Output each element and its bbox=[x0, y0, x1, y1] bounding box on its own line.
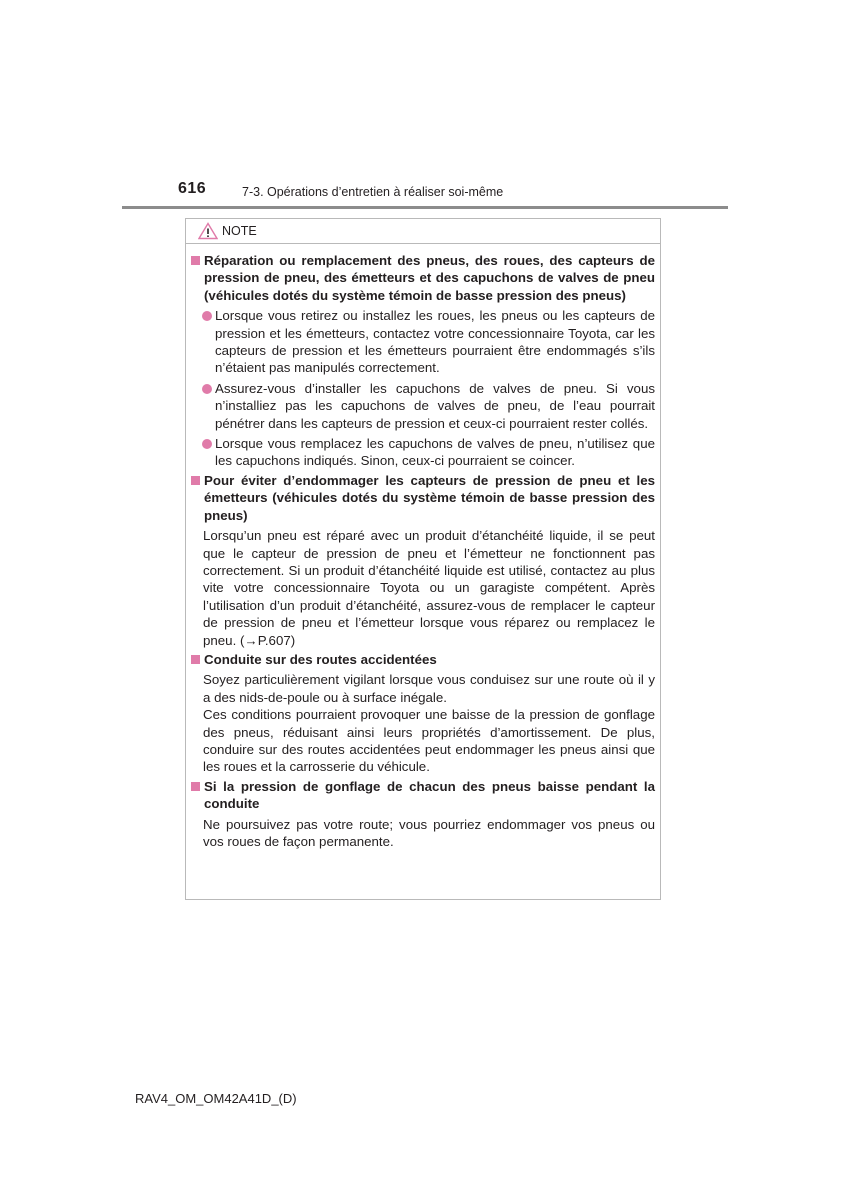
list-item-text: Assurez-vous d’installer les capuchons de valves de pneu. Si vous n’installiez pas les capuchons de valves de pneu, de l’eau pourrait pénétrer dans les capteurs de pression et ceux-ci pourraient rester collés. bbox=[215, 380, 655, 431]
note-body bbox=[186, 244, 660, 850]
page-number: 616 bbox=[178, 180, 207, 197]
item-paragraph: Lorsqu’un pneu est réparé avec un produit d’étanchéité liquide, il se peut que le capteur de pression de pneu et l’émetteur ne fonctionnent pas correctement. Si un produit d’étanchéité liquide est utilisé, contactez au plus vite votre concessionnaire Toyota ou un garagiste compétent. Après l’utilisation d’un produit d’étanchéité, assurez-vous de remplacer le capteur de pression de pneu et l’émetteur lorsque vous réparez ou remplacez le pneu. (→P.607) bbox=[203, 528, 655, 648]
note-label: NOTE bbox=[222, 224, 257, 238]
list-item bbox=[191, 435, 655, 470]
square-bullet-icon bbox=[191, 655, 200, 664]
note-header bbox=[186, 219, 660, 244]
square-bullet-icon bbox=[191, 256, 200, 265]
list-item bbox=[191, 307, 655, 377]
note-item-repair bbox=[191, 252, 655, 470]
item-heading-text: Pour éviter d’endommager les capteurs de pression de pneu et les émetteurs (véhicules dotés du système témoin de basse pression des pneus) bbox=[204, 472, 655, 523]
item-heading bbox=[191, 651, 655, 668]
item-heading-text: Réparation ou remplacement des pneus, des roues, des capteurs de pression de pneu, des émetteurs et des capuchons de valves de pneu (véhicules dotés du système témoin de basse pression des pneus) bbox=[204, 253, 655, 303]
note-box bbox=[185, 218, 661, 900]
circle-bullet-icon bbox=[202, 311, 212, 321]
item-heading bbox=[191, 472, 655, 524]
circle-bullet-icon bbox=[202, 384, 212, 394]
item-heading bbox=[191, 252, 655, 304]
circle-bullet-icon bbox=[202, 439, 212, 449]
note-item-sensor-damage bbox=[191, 472, 655, 649]
note-item-rough-roads bbox=[191, 651, 655, 776]
item-heading-text: Conduite sur des routes accidentées bbox=[204, 651, 437, 667]
item-paragraph: Ces conditions pourraient provoquer une baisse de la pression de gonflage des pneus, réduisant ainsi leurs propriétés d’amortissement. De plus, conduire sur des routes accidentées peut endommager les pneus ainsi que les roues et la carrosserie du véhicule. bbox=[203, 707, 655, 775]
list-item-text: Lorsque vous retirez ou installez les roues, les pneus ou les capteurs de pression et les émetteurs, contactez votre concessionnaire Toyota, car les capteurs de pression et les émetteurs pourraient être endommagés s’ils n’étaient pas manipulés correctement. bbox=[215, 308, 655, 376]
square-bullet-icon bbox=[191, 782, 200, 791]
item-heading bbox=[191, 778, 655, 813]
header-rule bbox=[122, 206, 728, 209]
square-bullet-icon bbox=[191, 476, 200, 485]
item-paragraph: Ne poursuivez pas votre route; vous pourriez endommager vos pneus ou vos roues de façon permanente. bbox=[203, 816, 655, 849]
list-item-text: Lorsque vous remplacez les capuchons de valves de pneu, n’utilisez que les capuchons indiqués. Sinon, ceux-ci pourraient se coincer. bbox=[215, 436, 655, 469]
item-paragraph: Soyez particulièrement vigilant lorsque vous conduisez sur une route où il y a des nids-de-poule ou à surface inégale. bbox=[203, 672, 655, 705]
note-item-pressure-drop bbox=[191, 778, 655, 851]
section-title: 7-3. Opérations d’entretien à réaliser soi-même bbox=[242, 185, 504, 199]
list-item bbox=[191, 380, 655, 432]
item-heading-text: Si la pression de gonflage de chacun des pneus baisse pendant la conduite bbox=[204, 778, 655, 812]
warning-icon bbox=[198, 222, 218, 240]
document-code: RAV4_OM_OM42A41D_(D) bbox=[135, 1091, 297, 1106]
